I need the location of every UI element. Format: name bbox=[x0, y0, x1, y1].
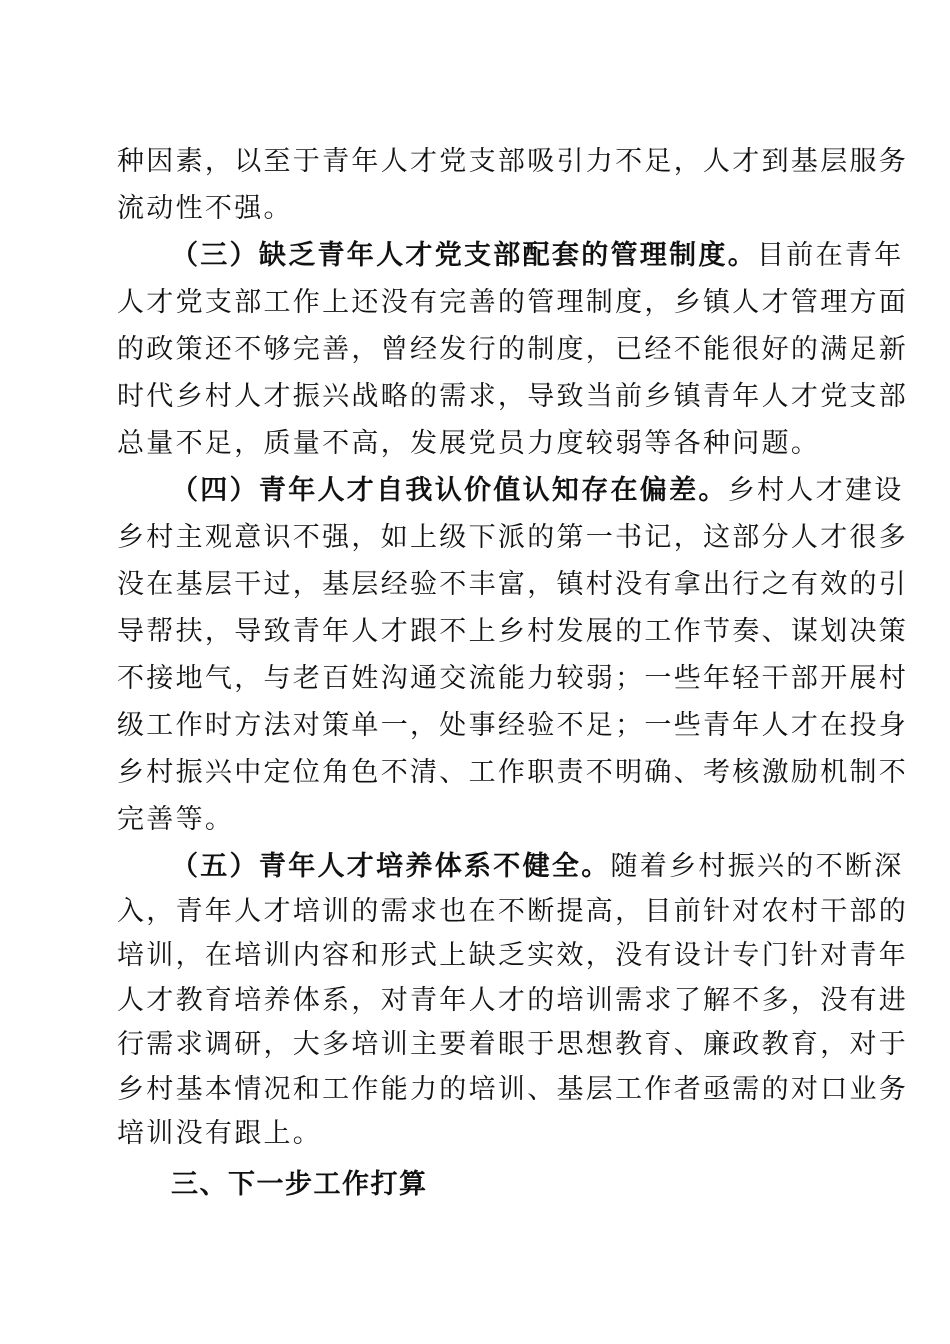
text-line: 培训，在培训内容和形式上缺乏实效，没有设计专门针对青年 bbox=[117, 940, 909, 971]
text-line: 不接地气，与老百姓沟通交流能力较弱；一些年轻干部开展村 bbox=[117, 663, 909, 694]
paragraph-3-text: 目前在青年 bbox=[757, 240, 904, 271]
section-heading: 三、下一步工作打算 bbox=[171, 1169, 428, 1200]
text-line: 总量不足，质量不高，发展党员力度较弱等各种问题。 bbox=[117, 428, 821, 459]
paragraph-3-first-line bbox=[171, 237, 904, 275]
paragraph-5-first-line bbox=[171, 848, 904, 886]
text-line: 级工作时方法对策单一，处事经验不足；一些青年人才在投身 bbox=[117, 710, 909, 741]
text-line: 乡村主观意识不强，如上级下派的第一书记，这部分人才很多 bbox=[117, 522, 909, 553]
text-line: 人才教育培养体系，对青年人才的培训需求了解不多，没有进 bbox=[117, 985, 909, 1016]
text-line: 时代乡村人才振兴战略的需求，导致当前乡镇青年人才党支部 bbox=[117, 381, 909, 412]
text-line: 人才党支部工作上还没有完善的管理制度，乡镇人才管理方面 bbox=[117, 287, 909, 318]
text-line: 行需求调研，大多培训主要着眼于思想教育、廉政教育，对于 bbox=[117, 1029, 909, 1060]
text-line: 完善等。 bbox=[117, 804, 235, 835]
text-line: 乡村基本情况和工作能力的培训、基层工作者亟需的对口业务 bbox=[117, 1074, 909, 1105]
paragraph-3-heading: （三）缺乏青年人才党支部配套的管理制度。 bbox=[171, 240, 757, 271]
text-line: 乡村振兴中定位角色不清、工作职责不明确、考核激励机制不 bbox=[117, 757, 909, 788]
text-line: 流动性不强。 bbox=[117, 193, 293, 224]
text-line: 的政策还不够完善，曾经发行的制度，已经不能很好的满足新 bbox=[117, 334, 909, 365]
paragraph-4-heading: （四）青年人才自我认价值认知存在偏差。 bbox=[171, 475, 728, 506]
text-line: 导帮扶，导致青年人才跟不上乡村发展的工作节奏、谋划决策 bbox=[117, 616, 909, 647]
paragraph-5-text: 随着乡村振兴的不断深 bbox=[610, 851, 904, 882]
text-line: 没在基层干过，基层经验不丰富，镇村没有拿出行之有效的引 bbox=[117, 569, 909, 600]
text-line: 种因素，以至于青年人才党支部吸引力不足，人才到基层服务 bbox=[117, 146, 909, 177]
paragraph-5-heading: （五）青年人才培养体系不健全。 bbox=[171, 851, 611, 882]
paragraph-4-text: 乡村人才建设 bbox=[727, 475, 904, 506]
paragraph-4-first-line bbox=[171, 472, 904, 510]
text-line: 培训没有跟上。 bbox=[117, 1118, 323, 1149]
text-line: 入，青年人才培训的需求也在不断提高，目前针对农村干部的 bbox=[117, 896, 909, 927]
